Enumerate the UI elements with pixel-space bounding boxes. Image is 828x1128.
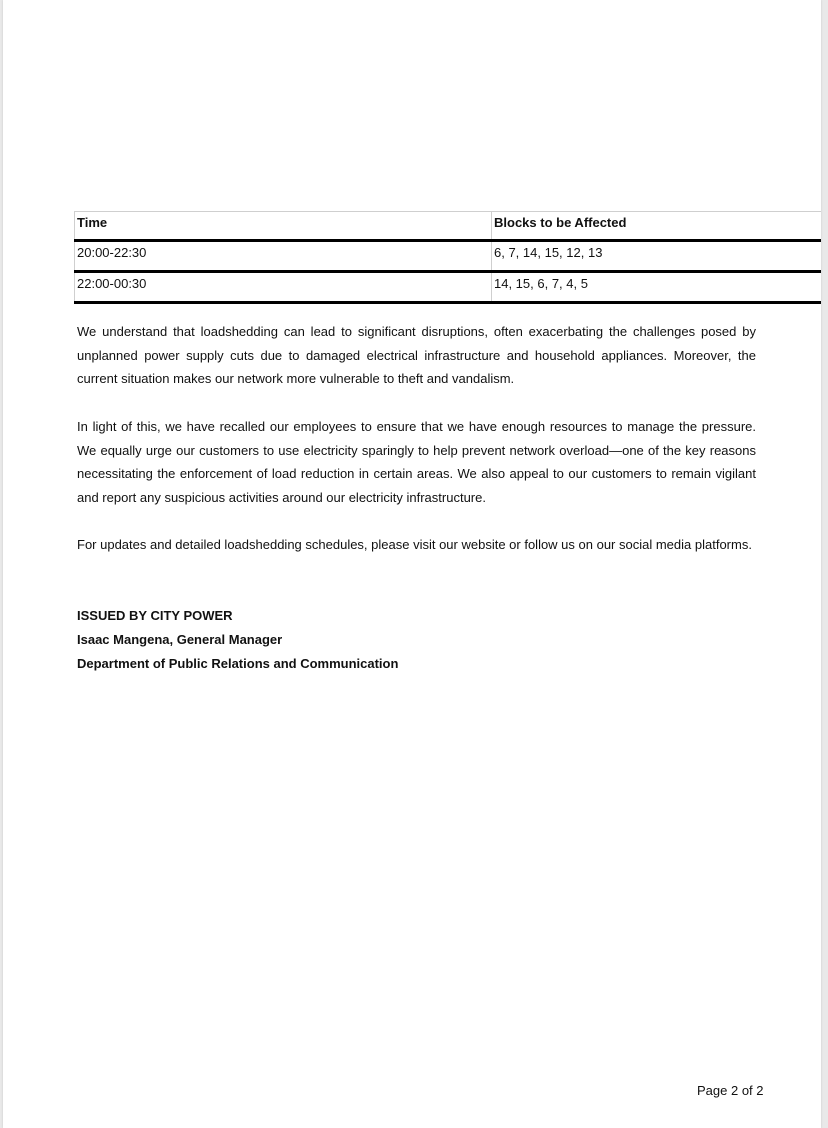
column-header-blocks: Blocks to be Affected (492, 212, 822, 241)
cell-blocks: 14, 15, 6, 7, 4, 5 (492, 272, 822, 303)
cell-time: 20:00-22:30 (75, 241, 492, 272)
table-row (75, 241, 822, 272)
loadshedding-schedule-table (74, 211, 821, 304)
table-header-row (75, 212, 822, 241)
cell-time: 22:00-00:30 (75, 272, 492, 303)
document-page (3, 0, 821, 1128)
table-row (75, 272, 822, 303)
column-header-time: Time (75, 212, 492, 241)
signatory-name: Isaac Mangena, General Manager (77, 632, 283, 647)
signoff-block (77, 604, 398, 676)
department-name: Department of Public Relations and Communication (77, 656, 399, 671)
cell-blocks: 6, 7, 14, 15, 12, 13 (492, 241, 822, 272)
issued-by: ISSUED BY CITY POWER (77, 608, 233, 623)
paragraph-disruptions: We understand that loadshedding can lead to significant disruptions, often exacerbating the challenges posed by unplanned power supply cuts due to damaged electrical infrastructure and household appliances. Moreover, the current situation makes our network more vulnerable to theft and vandalism. (77, 324, 756, 387)
paragraph-recall-employees: In light of this, we have recalled our employees to ensure that we have enough resources to manage the pressure. We equally urge our customers to use electricity sparingly to help prevent network overload—one of the key reasons necessitating the enforcement of load reduction in certain areas. We also appeal to our customers to remain vigilant and report any suspicious activities around our electricity infrastructure. (77, 419, 756, 506)
page-number: Page 2 of 2 (697, 1083, 764, 1098)
paragraph-updates: For updates and detailed loadshedding schedules, please visit our website or follow us on our social media platforms. (77, 537, 752, 552)
